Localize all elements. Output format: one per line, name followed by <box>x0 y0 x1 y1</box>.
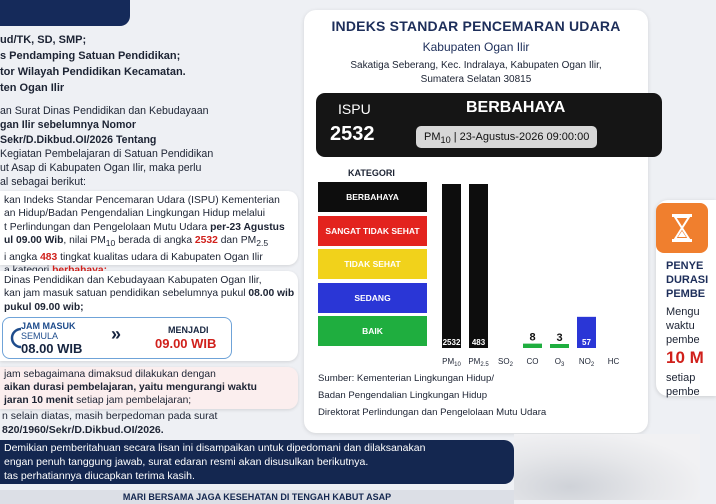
notice-line: an Hidup/Badan Pengendalian Lingkungan Hidup melalui <box>4 208 266 220</box>
header-banner <box>0 0 130 26</box>
bar-co <box>523 344 542 348</box>
old-time: 08.00 WIB <box>21 341 83 356</box>
kategori-sedang: SEDANG <box>318 283 427 313</box>
notice-text: , nilai PM <box>63 235 106 247</box>
paragraph-line: Kegiatan Pembelajaran di Satuan Pendidikan <box>0 147 214 160</box>
pm25-value: 483 <box>40 251 58 263</box>
address-line: tor Wilayah Pendidikan Kecamatan. <box>0 66 186 78</box>
bar-value-label: 8 <box>529 331 536 344</box>
notice-line <box>4 251 294 264</box>
notice-line <box>4 221 294 234</box>
hourglass-icon <box>656 203 708 253</box>
paragraph-line: al sebagai berikut: <box>0 176 86 189</box>
notice-subscript: 10 <box>105 238 116 249</box>
closing-line: tas perhatiannya diucapkan terima kasih. <box>4 469 195 482</box>
notice-line <box>4 234 294 250</box>
semula-label: SEMULA <box>21 331 59 341</box>
side-text: pembe <box>666 334 700 346</box>
kategori-sangat-tidak-sehat: SANGAT TIDAK SEHAT <box>318 216 427 246</box>
reference-line: n selain diatas, masih berpedoman pada surat <box>2 410 218 422</box>
reference-paragraph <box>0 410 298 437</box>
x-tick-label: $O_3$ <box>554 357 565 368</box>
bar-value-label: 483 <box>471 338 486 347</box>
side-duration-value: 10 M <box>666 348 704 367</box>
ispu-card <box>304 10 648 433</box>
ispu-value: 2532 <box>330 123 375 145</box>
ispu-status: BERBAHAYA <box>466 99 566 116</box>
closing-banner <box>0 440 514 484</box>
chevron-right-icon: » <box>111 324 122 344</box>
address-line: ud/TK, SD, SMP; <box>0 34 87 46</box>
schedule-change-box <box>2 317 232 359</box>
reference-line: 820/1960/Sekr/D.Dikbud.OI/2026. <box>2 423 164 436</box>
duration-text: jaran 10 menit <box>4 394 74 406</box>
notice-line <box>4 287 294 300</box>
station-address: Sumatera Selatan 30815 <box>420 74 532 85</box>
pm-subscript: 10 <box>440 135 451 146</box>
measurement-datetime: | 23-Agustus-2026 09:00:00 <box>450 131 590 143</box>
menjadi-label: MENJADI <box>168 325 209 335</box>
notice-text: setiap jam pembelajaran; <box>73 394 192 406</box>
kategori-baik: BAIK <box>318 316 427 346</box>
x-tick-label: HC <box>607 357 620 366</box>
notice-date: per-23 Agustus <box>210 221 285 233</box>
notice-text: kan jam masuk satuan pendidikan sebelumnya pukul <box>4 288 249 300</box>
x-tick-label: $PM_{2.5}$ <box>468 357 489 368</box>
jam-masuk-label: JAM MASUK <box>21 321 76 331</box>
notice-text: dan PM <box>217 235 257 247</box>
bar-o3 <box>550 344 569 348</box>
kategori-berbahaya: BERBAHAYA <box>318 182 427 212</box>
ispu-label: ISPU <box>338 101 371 117</box>
paragraph-line: gan Ilir sebelumnya Nomor <box>0 119 136 132</box>
notice-time: ul 09.00 Wib <box>4 235 64 247</box>
pembelajaran-card <box>0 367 298 409</box>
notice-line: aikan durasi pembelajaran, yaitu mengurangi waktu <box>4 381 257 393</box>
side-text: setiap <box>666 372 696 384</box>
source-line: Badan Pengendalian Lingkungan Hidup <box>318 390 488 401</box>
pm-label: PM <box>424 131 441 143</box>
recipient-address <box>0 32 295 96</box>
side-heading: DURASI <box>666 274 709 286</box>
side-heading: PEMBE <box>666 288 706 300</box>
x-tick-label: $PM_{10}$ <box>442 357 461 368</box>
bar-pm10 <box>442 184 461 348</box>
old-time-text: 08.00 wib <box>248 288 295 300</box>
pollutant-bar-chart <box>432 170 642 370</box>
notice-text: berada di angka <box>115 235 195 247</box>
data-source <box>318 370 546 421</box>
address-line: ten Ogan Ilir <box>0 82 65 94</box>
side-heading: PENYE <box>666 260 704 272</box>
notice-text: t Perlindungan dan Pengelolaan Mutu Udara <box>4 221 211 233</box>
notice-text: tingkat kualitas udara di Kabupaten Ogan Ilir <box>57 251 263 263</box>
x-tick-label: $SO_2$ <box>498 357 513 368</box>
cloud-decoration <box>514 434 700 500</box>
notice-line: kan Indeks Standar Pencemaran Udara (ISPU) Kementerian <box>4 195 280 206</box>
side-text: waktu <box>666 320 695 332</box>
dinas-notice-card <box>0 271 298 361</box>
source-line: Sumber: Kementerian Lingkungan Hidup/ <box>318 373 494 384</box>
ispu-card-title: INDEKS STANDAR PENCEMARAN UDARA <box>331 18 621 34</box>
ispu-summary-panel <box>316 93 662 157</box>
kategori-legend <box>318 182 427 348</box>
notice-line <box>4 395 294 408</box>
address-line: s Pendamping Satuan Pendidikan; <box>0 50 181 62</box>
bar-pm25 <box>469 184 488 348</box>
notice-text: i angka <box>4 251 41 263</box>
pm10-value: 2532 <box>194 235 218 247</box>
paragraph-line: ut Asap di Kabupaten Ogan Ilir, maka perlu <box>0 162 202 175</box>
notice-line: jam sebagaimana dimaksud dilakukan dengan <box>4 369 216 380</box>
paragraph-line: an Surat Dinas Pendidikan dan Kebudayaan <box>0 105 209 117</box>
closing-line: engan penuh tanggung jawab, surat edaran resmi akan disusulkan berikutnya. <box>4 455 369 468</box>
closing-line: Demikian pemberitahuan secara lisan ini disampaikan untuk dipedomani dan dilaksanakan <box>4 442 426 454</box>
bar-value-label: 57 <box>582 338 591 347</box>
new-time: 09.00 WIB <box>155 336 217 351</box>
station-address: Sakatiga Seberang, Kec. Indralaya, Kabupaten Ogan Ilir, <box>350 60 602 71</box>
ispu-card-subtitle: Kabupaten Ogan Ilir <box>422 40 530 54</box>
x-tick-label: $NO_2$ <box>578 357 595 368</box>
side-text: Mengu <box>666 306 700 318</box>
notice-subscript: 2.5 <box>256 238 269 249</box>
letter-pane <box>0 0 300 500</box>
notice-line: pukul 09.00 wib; <box>4 301 84 313</box>
ispu-notice-card <box>0 191 298 265</box>
source-line: Direktorat Perlindungan dan Pengelolaan Mutu Udara <box>318 407 547 418</box>
bar-value-label: 3 <box>556 332 563 344</box>
kategori-title: KATEGORI <box>348 168 395 178</box>
bar-value-label: 2532 <box>442 338 461 347</box>
side-text: pembe <box>666 386 700 398</box>
ispu-measurement-badge <box>416 126 597 148</box>
kategori-tidak-sehat: TIDAK SEHAT <box>318 249 427 279</box>
x-tick-label: CO <box>526 357 539 366</box>
intro-paragraph <box>0 104 298 190</box>
slogan-banner: MARI BERSAMA JAGA KESEHATAN DI TENGAH KABUT ASAP <box>0 490 514 504</box>
notice-line: Dinas Pendidikan dan Kebudayaan Kabupaten Ogan Ilir, <box>4 275 262 286</box>
duration-side-card <box>656 200 716 396</box>
paragraph-line: Sekr/D.Dikbud.OI/2026 Tentang <box>0 133 157 146</box>
